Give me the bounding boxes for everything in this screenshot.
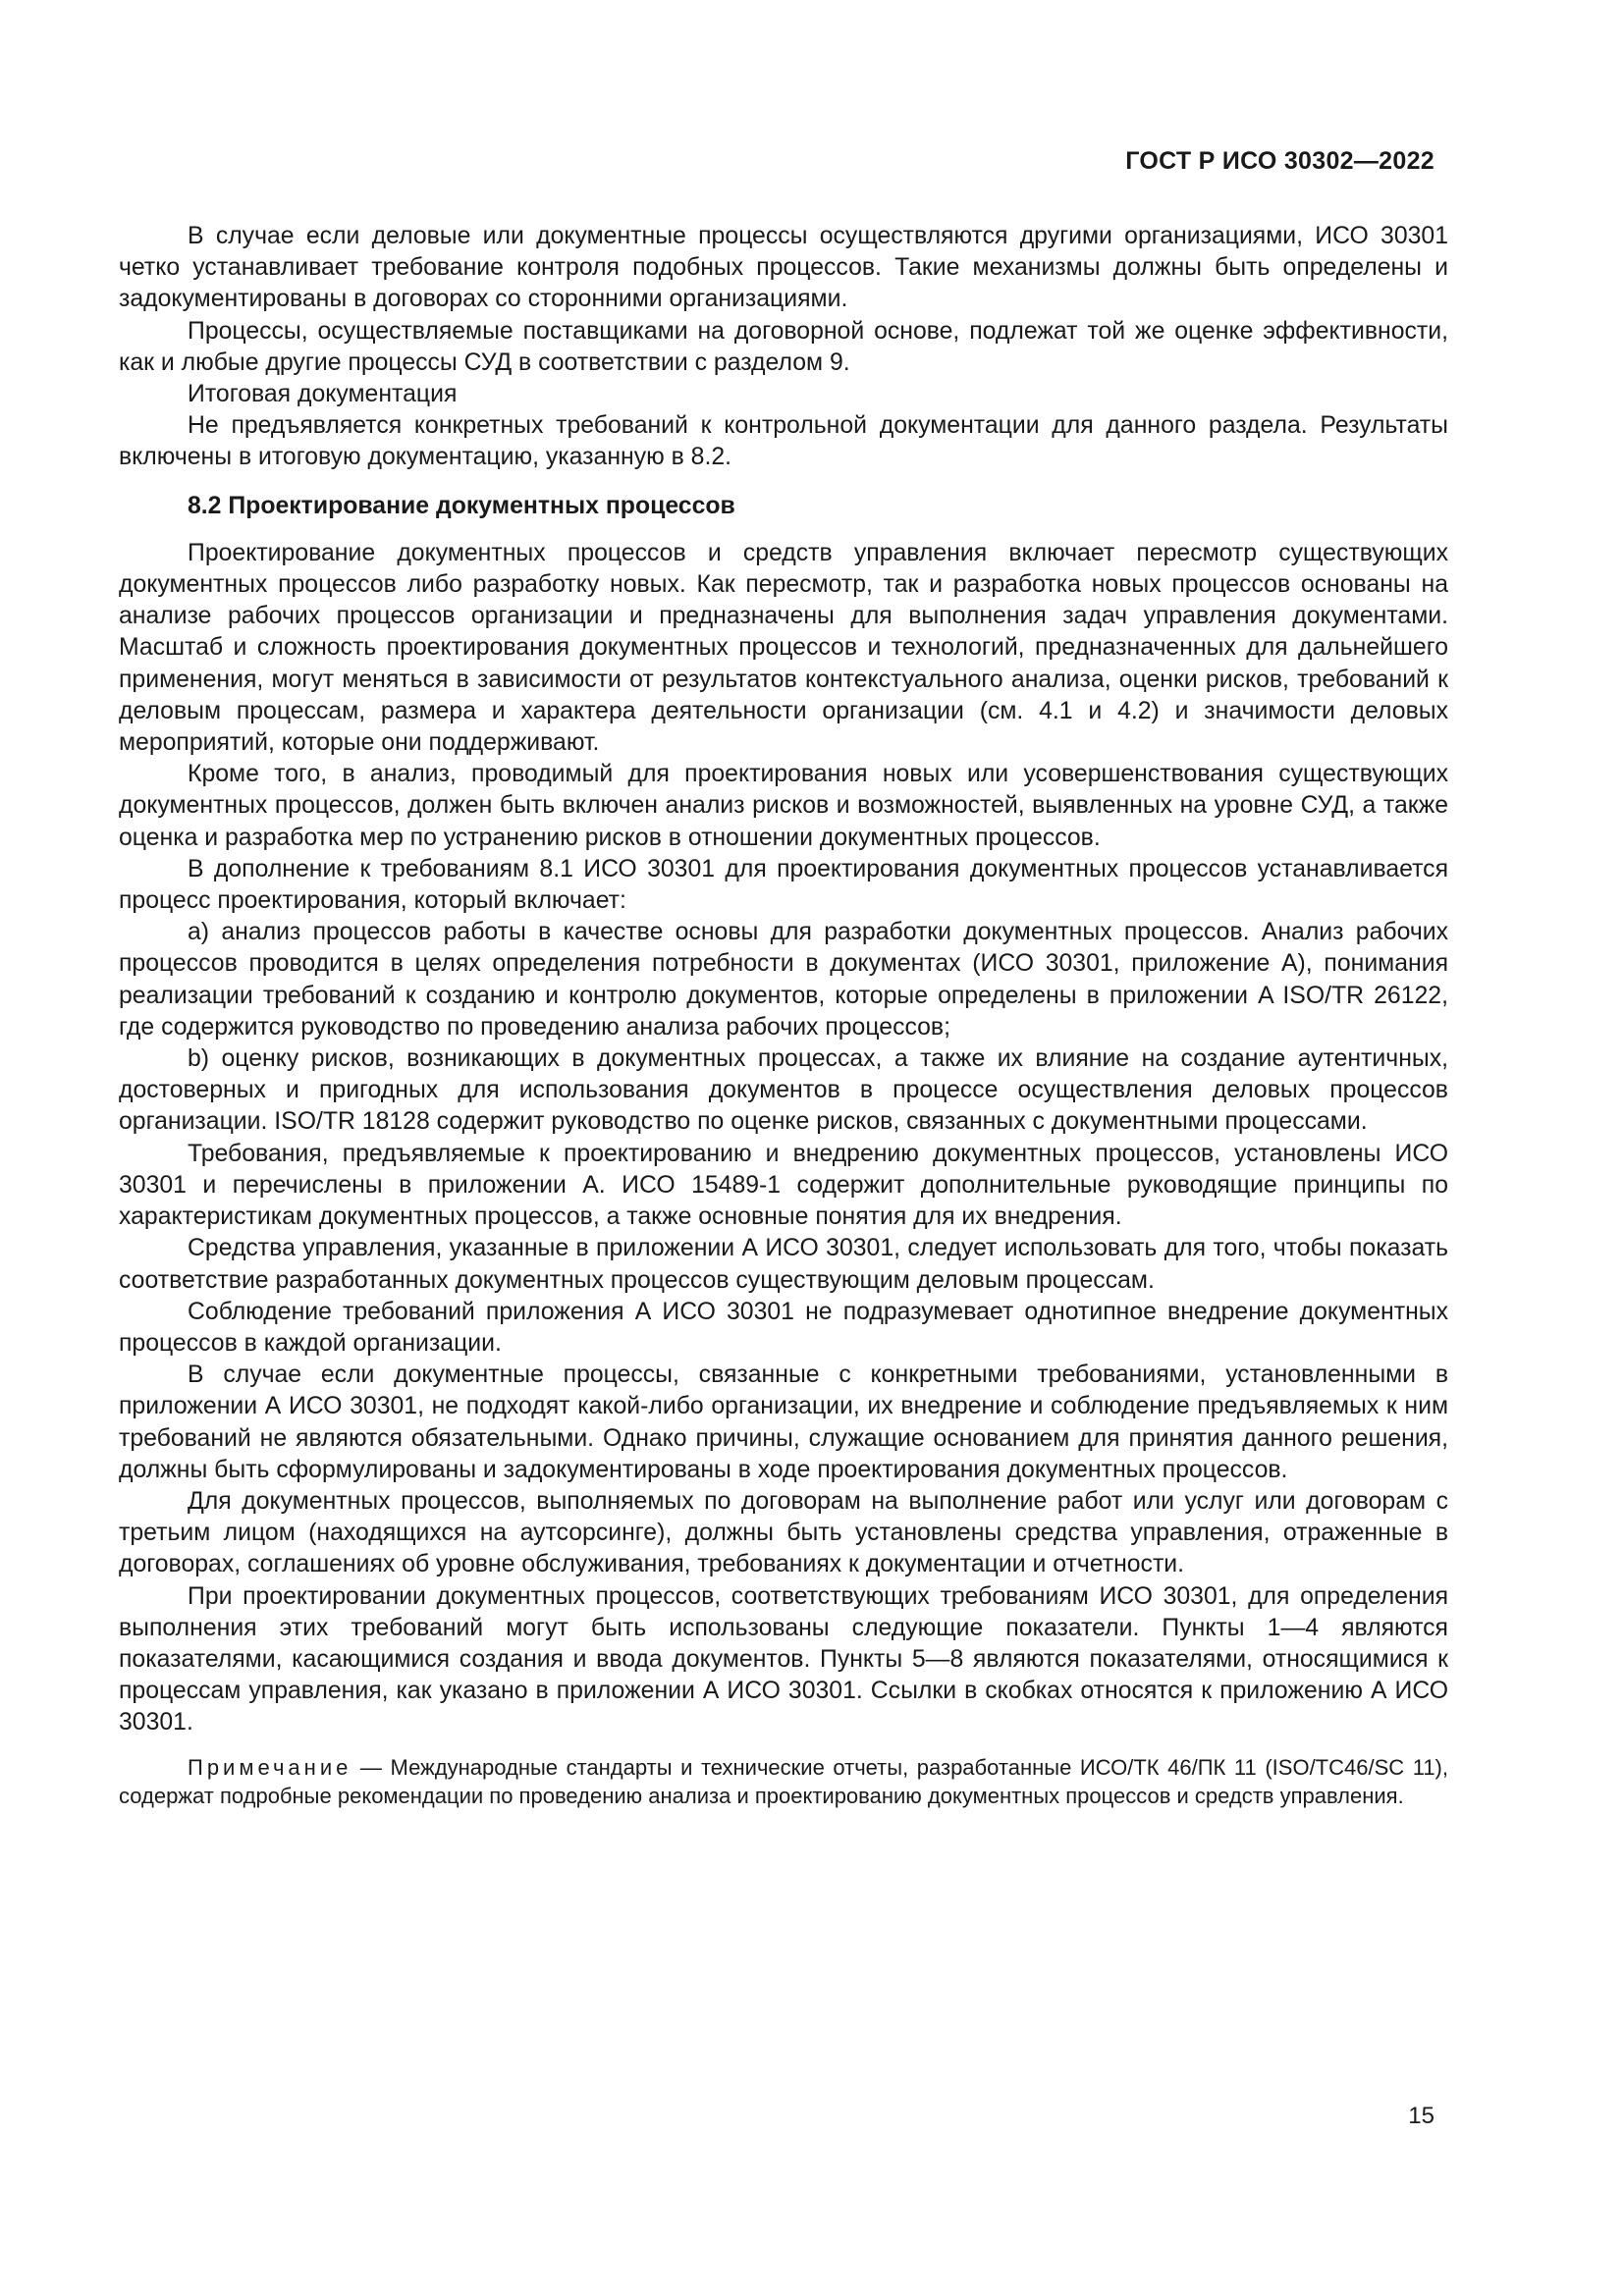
paragraph: При проектировании документных процессов, соответствующих требованиям ИСО 30301, для определения выполнения этих требований могут быть использованы следующие показатели. Пункты 1—4 являются показателями, касающимися создания и ввода документов. Пункты 5—8 являются показателями, относящимися к процессам управления, как указано в приложении А ИСО 30301. Ссылки в скобках относятся к приложению А ИСО 30301. xyxy=(119,1582,1448,1736)
paragraph: В случае если документные процессы, связанные с конкретными требованиями, установленными в приложении А ИСО 30301, не подходят какой-либо организации, их внедрение и соблюдение предъявляемых к ним требований не являются обязательными. Однако причины, служащие основанием для принятия данного решения, должны быть сформулированы и задокументированы в ходе проектирования документных процессов. xyxy=(119,1362,1448,1483)
paragraph: Кроме того, в анализ, проводимый для проектирования новых или усовершенствования существующих документных процессов, должен быть включен анализ рисков и возможностей, выявленных на уровне СУД, а также оценка и разработка мер по устранению рисков в отношении документных процессов. xyxy=(119,761,1448,851)
paragraph: Процессы, осуществляемые поставщиками на договорной основе, подлежат той же оценке эффективности, как и любые другие процессы СУД в соответствии с разделом 9. xyxy=(119,317,1448,376)
document-body xyxy=(119,221,1448,1810)
list-item-b: b) оценку рисков, возникающих в документных процессах, а также их влияние на создание аутентичных, достоверных и пригодных для использования документов в процессе осуществления деловых процессов организации. ISO/TR 18128 содержит руководство по оценке рисков, связанных с документными процессами. xyxy=(119,1045,1448,1136)
note xyxy=(119,1753,1448,1810)
paragraph: Средства управления, указанные в приложении А ИСО 30301, следует использовать для того, чтобы показать соответствие разработанных документных процессов существующим деловым процессам. xyxy=(119,1235,1448,1294)
document-header: ГОСТ Р ИСО 30302—2022 xyxy=(1125,147,1435,175)
note-text: — Международные стандарты и технические отчеты, разработанные ИСО/ТК 46/ПК 11 (ISO/TC46/SC 11), содержат подробные рекомендации по проведению анализа и проектированию документных процессов и средств управления. xyxy=(119,1754,1448,1808)
paragraph: Итоговая документация xyxy=(188,381,458,408)
paragraph: Требования, предъявляемые к проектированию и внедрению документных процессов, установлены ИСО 30301 и перечислены в приложении А. ИСО 15489-1 содержит дополнительные руководящие принципы по характеристикам документных процессов, а также основные понятия для их внедрения. xyxy=(119,1140,1448,1231)
paragraph: Соблюдение требований приложения А ИСО 30301 не подразумевает однотипное внедрение документных процессов в каждой организации. xyxy=(119,1298,1448,1357)
paragraph: Не предъявляется конкретных требований к контрольной документации для данного раздела. Результаты включены в итоговую документацию, указанную в 8.2. xyxy=(119,412,1448,471)
paragraph: В дополнение к требованиям 8.1 ИСО 30301 для проектирования документных процессов устанавливается процесс проектирования, который включает: xyxy=(119,855,1448,915)
note-label: Примечание xyxy=(188,1754,352,1780)
paragraph: Для документных процессов, выполняемых по договорам на выполнение работ или услуг или договорам с третьим лицом (находящихся на аутсорсинге), должны быть установлены средства управления, отраженные в договорах, соглашениях об уровне обслуживания, требованиях к документации и отчетности. xyxy=(119,1487,1448,1578)
paragraph: В случае если деловые или документные процессы осуществляются другими организациями, ИСО 30301 четко устанавливает требование контроля подобных процессов. Такие механизмы должны быть определены и задокументированы в договорах со сторонними организациями. xyxy=(119,223,1448,313)
list-item-a: a) анализ процессов работы в качестве основы для разработки документных процессов. Анализ рабочих процессов проводится в целях определения потребности в документах (ИСО 30301, приложение А), понимания реализации требований к созданию и контролю документов, которые определены в приложении A ISO/TR 26122, где содержится руководство по проведению анализа рабочих процессов; xyxy=(119,919,1449,1041)
paragraph: Проектирование документных процессов и средств управления включает пересмотр существующих документных процессов либо разработку новых. Как пересмотр, так и разработка новых процессов основаны на анализе рабочих процессов организации и предназначены для выполнения задач управления документами. Масштаб и сложность проектирования документных процессов и технологий, предназначенных для дальнейшего применения, могут меняться в зависимости от результатов контекстуального анализа, оценки рисков, требований к деловым процессам, размера и характера деятельности организации (см. 4.1 и 4.2) и значимости деловых мероприятий, которые они поддерживают. xyxy=(119,539,1448,757)
page-number: 15 xyxy=(1408,2103,1435,2129)
section-heading: 8.2 Проектирование документных процессов xyxy=(188,492,735,519)
